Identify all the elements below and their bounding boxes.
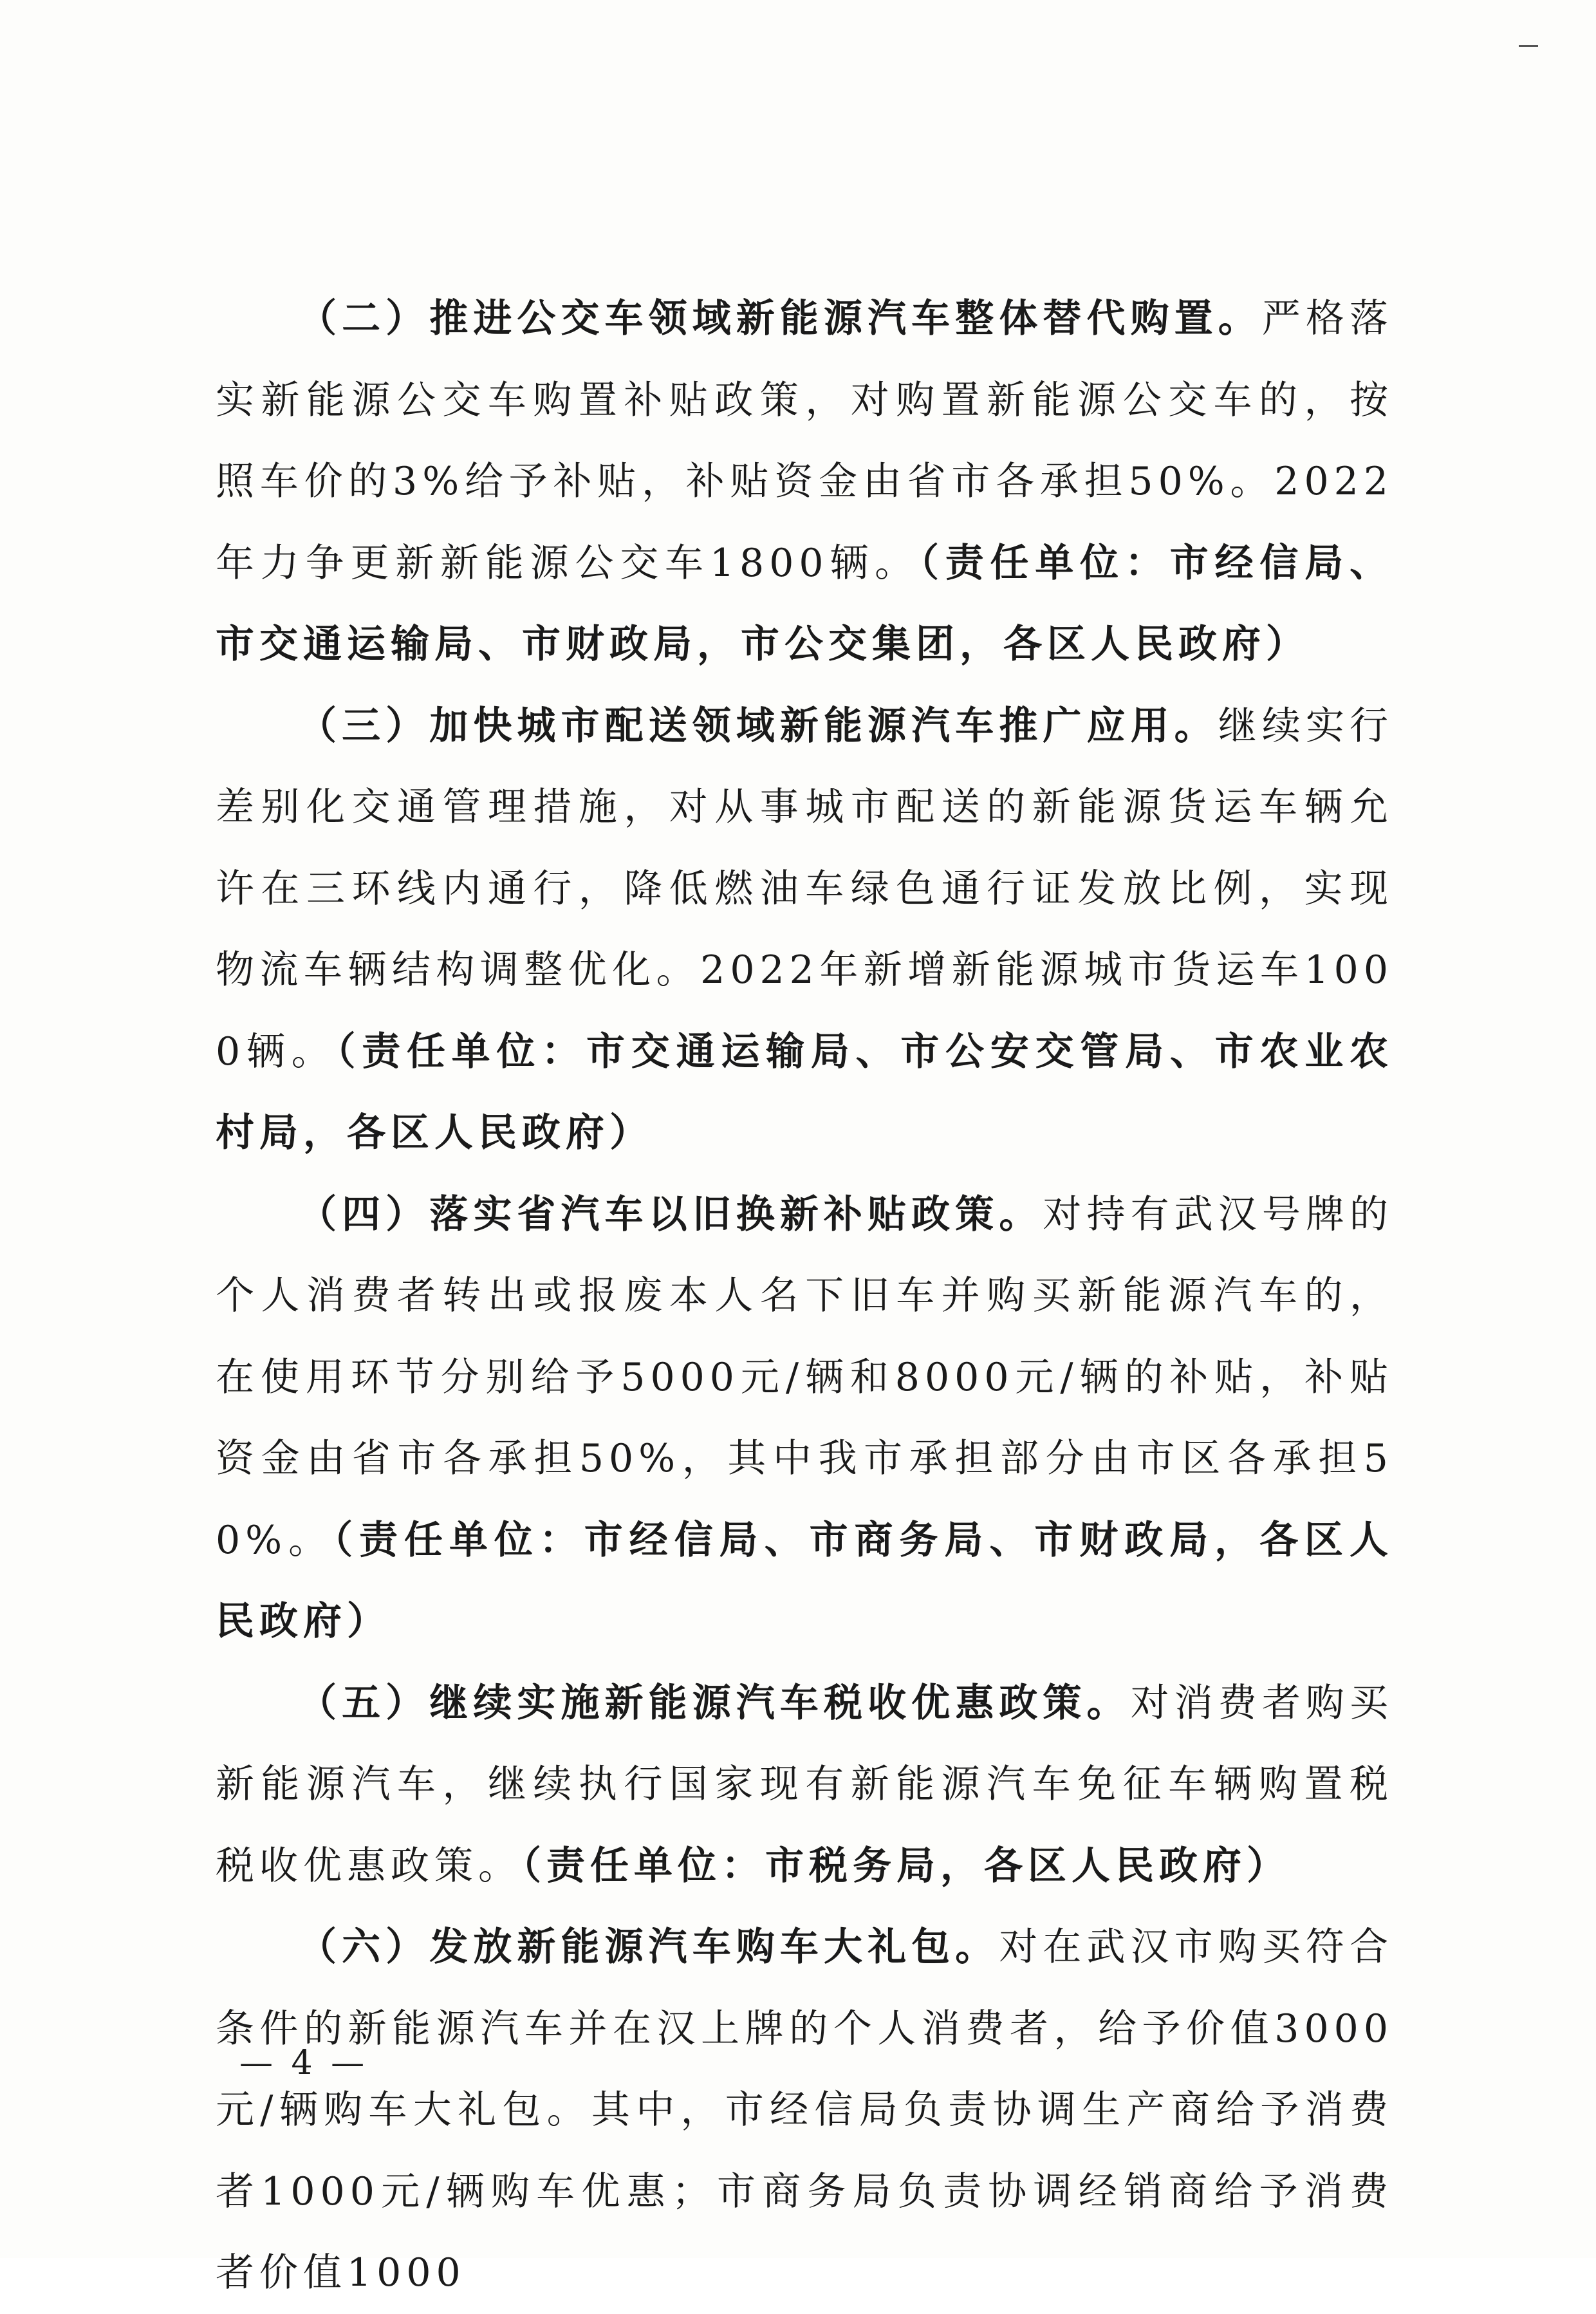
paragraph-text: 对消费者购买新能源汽车，继续执行国家现有新能源汽车免征车辆购置税税收优惠政策。 [216, 1680, 1394, 1889]
paragraph-heading: （二）推进公交车领域新能源汽车整体替代购置。 [298, 296, 1262, 341]
page-number: — 4 — [239, 2044, 369, 2082]
paragraph-text: 对在武汉市购买符合条件的新能源汽车并在汉上牌的个人消费者，给予价值3000元/辆购车大礼包。其中，市经信局负责协调生产商给予消费者1000元/辆购车优惠；市商务局负责协调经销商给予消费者价值1000 [216, 1925, 1394, 2295]
paragraph-6 [216, 1907, 1393, 2314]
paragraph-3 [216, 686, 1393, 1174]
responsibility-note: （责任单位：市经信局、市商务局、市财政局，各区人民政府） [216, 1517, 1393, 1644]
paragraph-text: 对持有武汉号牌的个人消费者转出或报废本人名下旧车并购买新能源汽车的，在使用环节分别给予5000元/辆和8000元/辆的补贴，补贴资金由省市各承担50%，其中我市承担部分由市区各承担50%。 [216, 1191, 1394, 1563]
responsibility-note: （责任单位：市税务局，各区人民政府） [522, 1843, 1290, 1889]
paragraph-2 [216, 278, 1393, 686]
paragraph-text: 继续实行差别化交通管理措施，对从事城市配送的新能源货运车辆允许在三环线内通行，降低燃油车绿色通行证发放比例，实现物流车辆结构调整优化。2022年新增新能源城市货运车1000辆。 [216, 703, 1393, 1074]
paragraph-5 [216, 1663, 1393, 1907]
paragraph-heading: （五）继续实施新能源汽车税收优惠政策。 [298, 1680, 1131, 1726]
paragraph-text: 严格落实新能源公交车购置补贴政策，对购置新能源公交车的，按照车价的3%给予补贴，补贴资金由省市各承担50%。2022年力争更新新能源公交车1800辆。 [216, 296, 1394, 586]
document-body [216, 278, 1393, 2314]
paragraph-heading: （三）加快城市配送领域新能源汽车推广应用。 [298, 703, 1218, 749]
scan-mark [1519, 45, 1538, 47]
paragraph-4 [216, 1174, 1393, 1663]
paragraph-heading: （六）发放新能源汽车购车大礼包。 [298, 1925, 999, 1970]
paragraph-heading: （四）落实省汽车以旧换新补贴政策。 [298, 1191, 1043, 1237]
responsibility-note: （责任单位：市经信局、市交通运输局、市财政局，市公交集团，各区人民政府） [216, 540, 1393, 667]
responsibility-note: （责任单位：市交通运输局、市公安交管局、市农业农村局，各区人民政府） [216, 1029, 1393, 1155]
